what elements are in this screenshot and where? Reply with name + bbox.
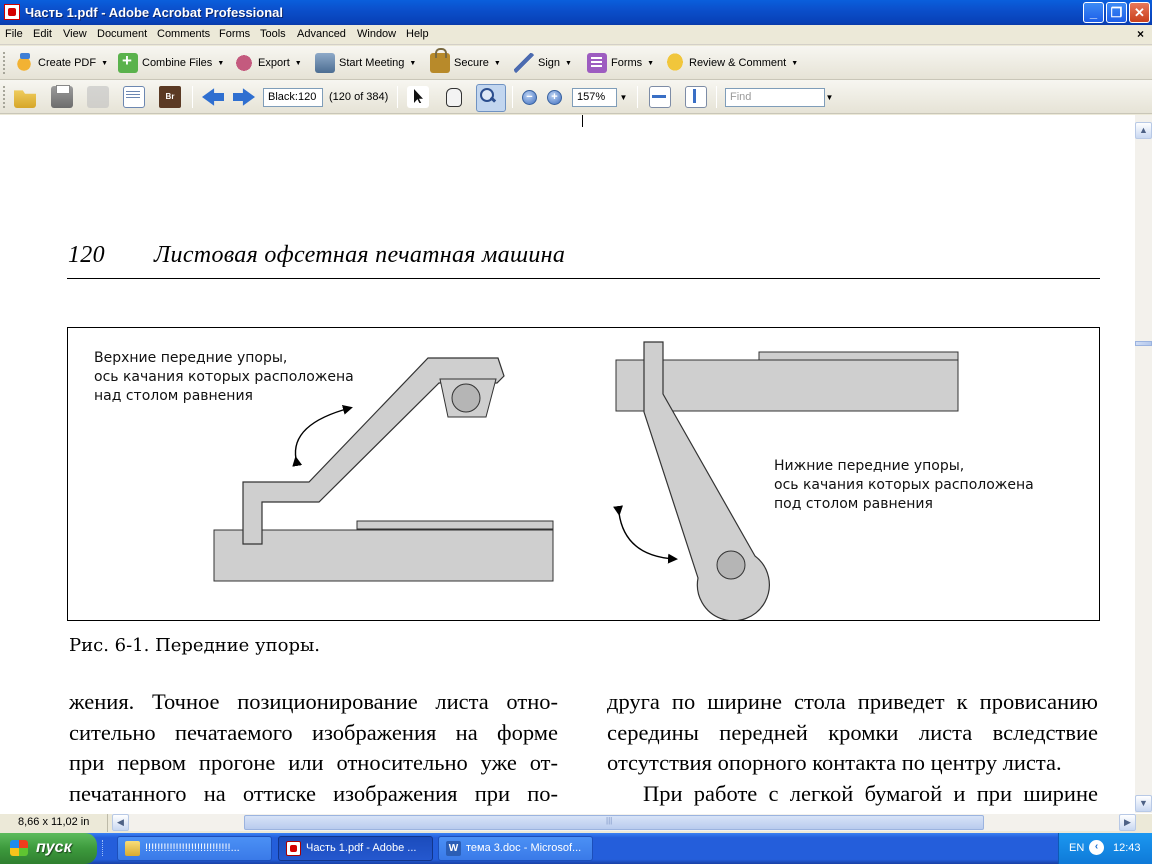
menu-bar bbox=[0, 25, 1152, 45]
acrobat-app-icon[interactable] bbox=[4, 4, 20, 20]
text-line: друга по ширине стола приведет к провисанию bbox=[607, 689, 1098, 714]
menu-edit[interactable]: Edit bbox=[33, 28, 52, 40]
page-boundary-mark bbox=[582, 115, 583, 127]
status-bar bbox=[0, 813, 1152, 831]
close-button[interactable]: ✕ bbox=[1129, 2, 1150, 23]
toolbar-grip[interactable] bbox=[3, 52, 6, 74]
start-meeting-label: Start Meeting bbox=[339, 57, 405, 69]
lock-icon bbox=[430, 53, 450, 73]
vertical-scroll-thumb[interactable] bbox=[1135, 341, 1152, 346]
header-rule bbox=[67, 278, 1100, 279]
taskbar-button-label: !!!!!!!!!!!!!!!!!!!!!!!!!!!!... bbox=[145, 842, 240, 854]
chevron-down-icon: ▼ bbox=[647, 59, 655, 67]
word-icon: W bbox=[446, 841, 461, 856]
find-dropdown-icon[interactable]: ▼ bbox=[825, 93, 834, 102]
scroll-right-icon[interactable]: ▶ bbox=[1119, 814, 1136, 831]
text-line: жения. Точное позиционирование листа отно- bbox=[69, 689, 558, 714]
export-button[interactable] bbox=[234, 52, 302, 74]
sign-button[interactable] bbox=[514, 52, 572, 74]
pdf-icon bbox=[286, 841, 301, 856]
text-line: сительно печатаемого изображения на форме bbox=[69, 719, 558, 745]
next-page-icon[interactable] bbox=[233, 86, 255, 108]
scroll-down-icon[interactable]: ▼ bbox=[1135, 795, 1152, 812]
text-line: При работе с легкой бумагой и при ширине bbox=[643, 780, 1098, 806]
page-count: (120 of 384) bbox=[329, 91, 389, 103]
toolbar-separator bbox=[397, 86, 398, 108]
navigation-toolbar bbox=[0, 80, 1152, 114]
running-title: Листовая офсетная печатная машина bbox=[154, 242, 566, 268]
email-icon[interactable] bbox=[123, 86, 145, 108]
menu-document[interactable]: Document bbox=[97, 28, 148, 40]
show-hidden-icons-icon[interactable]: ‹ bbox=[1089, 840, 1104, 855]
review-comment-button[interactable] bbox=[665, 52, 798, 74]
taskbar-button-acrobat[interactable] bbox=[278, 836, 433, 861]
print-icon[interactable] bbox=[51, 86, 73, 108]
zoom-tool-icon[interactable] bbox=[476, 84, 506, 112]
toolbar-separator bbox=[192, 86, 193, 108]
menu-help[interactable]: Help bbox=[406, 28, 429, 40]
taskbar-button-word[interactable] bbox=[438, 836, 593, 861]
tasks-toolbar bbox=[0, 46, 1152, 80]
bridge-icon[interactable]: Br bbox=[159, 86, 181, 108]
export-label: Export bbox=[258, 57, 290, 69]
review-comment-label: Review & Comment bbox=[689, 57, 787, 69]
save-icon[interactable] bbox=[87, 86, 109, 108]
select-tool-icon[interactable] bbox=[407, 86, 429, 108]
pivot-axis-lower bbox=[717, 551, 745, 579]
zoom-out-icon[interactable]: − bbox=[522, 90, 537, 105]
menu-comments[interactable]: Comments bbox=[157, 28, 211, 40]
windows-logo-icon bbox=[10, 840, 28, 856]
window-title: Часть 1.pdf - Adobe Acrobat Professional bbox=[25, 5, 284, 20]
chevron-down-icon: ▼ bbox=[791, 59, 799, 67]
quick-launch-grip bbox=[102, 840, 112, 856]
document-close-button[interactable]: × bbox=[1137, 27, 1145, 41]
start-button[interactable] bbox=[0, 833, 97, 864]
feed-table-left bbox=[214, 530, 553, 581]
horizontal-scroll-thumb[interactable] bbox=[244, 815, 984, 830]
page-number: 120 bbox=[68, 242, 105, 268]
create-pdf-button[interactable] bbox=[14, 52, 108, 74]
taskbar-button-label: тема 3.doc - Microsof... bbox=[466, 842, 582, 854]
forms-label: Forms bbox=[611, 57, 643, 69]
create-pdf-icon bbox=[14, 53, 34, 73]
forms-button[interactable] bbox=[587, 52, 654, 74]
running-head bbox=[68, 242, 565, 269]
page-number-input[interactable]: Black:120 bbox=[263, 88, 323, 107]
zoom-in-icon[interactable]: + bbox=[547, 90, 562, 105]
previous-page-icon[interactable] bbox=[202, 86, 224, 108]
clock[interactable]: 12:43 bbox=[1113, 842, 1141, 854]
scroll-up-icon[interactable]: ▲ bbox=[1135, 122, 1152, 139]
text-line: при первом прогоне или относительно уже от- bbox=[69, 750, 558, 775]
menu-file[interactable]: File bbox=[5, 28, 23, 40]
scroll-left-icon[interactable]: ◀ bbox=[112, 814, 129, 831]
start-meeting-icon bbox=[315, 53, 335, 73]
toolbar-grip[interactable] bbox=[3, 86, 6, 108]
forms-icon bbox=[587, 53, 607, 73]
text-column-left bbox=[69, 687, 558, 809]
minimize-button[interactable]: _ bbox=[1083, 2, 1104, 23]
windows-taskbar bbox=[0, 833, 1152, 864]
text-line: печатанного на оттиске изображения при по- bbox=[69, 780, 558, 806]
create-pdf-label: Create PDF bbox=[38, 57, 97, 69]
sign-label: Sign bbox=[538, 57, 561, 69]
speech-bubble-icon bbox=[665, 53, 685, 73]
horizontal-scrollbar[interactable] bbox=[112, 814, 1136, 831]
page-size-readout: 8,66 x 11,02 in bbox=[0, 814, 108, 832]
swing-arrow-lower bbox=[619, 513, 675, 559]
toolbar-separator bbox=[512, 86, 513, 108]
zoom-level-input[interactable]: 157% bbox=[572, 88, 617, 107]
pivot-axis-upper bbox=[452, 384, 480, 412]
text-line: середины передней кромки листа вследствие bbox=[607, 719, 1098, 745]
chevron-down-icon: ▼ bbox=[217, 59, 225, 67]
menu-advanced[interactable]: Advanced bbox=[297, 28, 346, 40]
taskbar-button-label: Часть 1.pdf - Adobe ... bbox=[306, 842, 417, 854]
chevron-down-icon: ▼ bbox=[409, 59, 417, 67]
sheet-left bbox=[357, 521, 553, 529]
chevron-down-icon: ▼ bbox=[565, 59, 572, 67]
toolbar-separator bbox=[716, 86, 717, 108]
chevron-down-icon: ▼ bbox=[101, 59, 109, 67]
folder-icon bbox=[125, 841, 140, 856]
secure-button[interactable] bbox=[430, 52, 501, 74]
fit-page-icon[interactable] bbox=[685, 86, 707, 108]
toolbar-separator bbox=[637, 86, 638, 108]
text-line: отсутствия опорного контакта по центру листа. bbox=[607, 750, 1062, 775]
sheet-right bbox=[759, 352, 958, 360]
menu-window[interactable]: Window bbox=[357, 28, 397, 40]
export-icon bbox=[234, 53, 254, 73]
taskbar-button-folder[interactable] bbox=[117, 836, 272, 861]
start-meeting-button[interactable] bbox=[315, 52, 416, 74]
combine-files-button[interactable] bbox=[118, 52, 224, 74]
find-input[interactable]: Find bbox=[725, 88, 825, 107]
menu-view[interactable]: View bbox=[63, 28, 87, 40]
fit-width-icon[interactable] bbox=[649, 86, 671, 108]
title-bar bbox=[0, 0, 1152, 25]
chevron-down-icon: ▼ bbox=[294, 59, 302, 67]
menu-forms[interactable]: Forms bbox=[219, 28, 251, 40]
start-label: пуск bbox=[36, 839, 72, 856]
scroll-corner bbox=[1136, 814, 1152, 832]
chevron-down-icon: ▼ bbox=[493, 59, 501, 67]
restore-button[interactable]: ❐ bbox=[1106, 2, 1127, 23]
menu-tools[interactable]: Tools bbox=[260, 28, 286, 40]
language-indicator[interactable]: EN bbox=[1069, 842, 1085, 854]
secure-label: Secure bbox=[454, 57, 489, 69]
document-view[interactable] bbox=[0, 115, 1135, 813]
upper-stops-label: Верхние передние упоры, ось качания которых расположена над столом равнения bbox=[94, 350, 354, 404]
vertical-scrollbar[interactable] bbox=[1135, 115, 1152, 813]
zoom-dropdown-icon[interactable]: ▼ bbox=[619, 93, 628, 102]
figure-6-1 bbox=[67, 327, 1100, 621]
combine-files-icon bbox=[118, 53, 138, 73]
pen-icon bbox=[514, 53, 534, 73]
open-folder-icon[interactable] bbox=[14, 86, 36, 108]
lower-stops-label: Нижние передние упоры, ось качания которых расположена под столом равнения bbox=[774, 458, 1034, 512]
hand-tool-icon[interactable] bbox=[442, 86, 464, 108]
system-tray bbox=[1058, 833, 1152, 864]
text-column-right bbox=[607, 687, 1098, 809]
figure-caption: Рис. 6-1. Передние упоры. bbox=[69, 635, 321, 656]
combine-files-label: Combine Files bbox=[142, 57, 213, 69]
